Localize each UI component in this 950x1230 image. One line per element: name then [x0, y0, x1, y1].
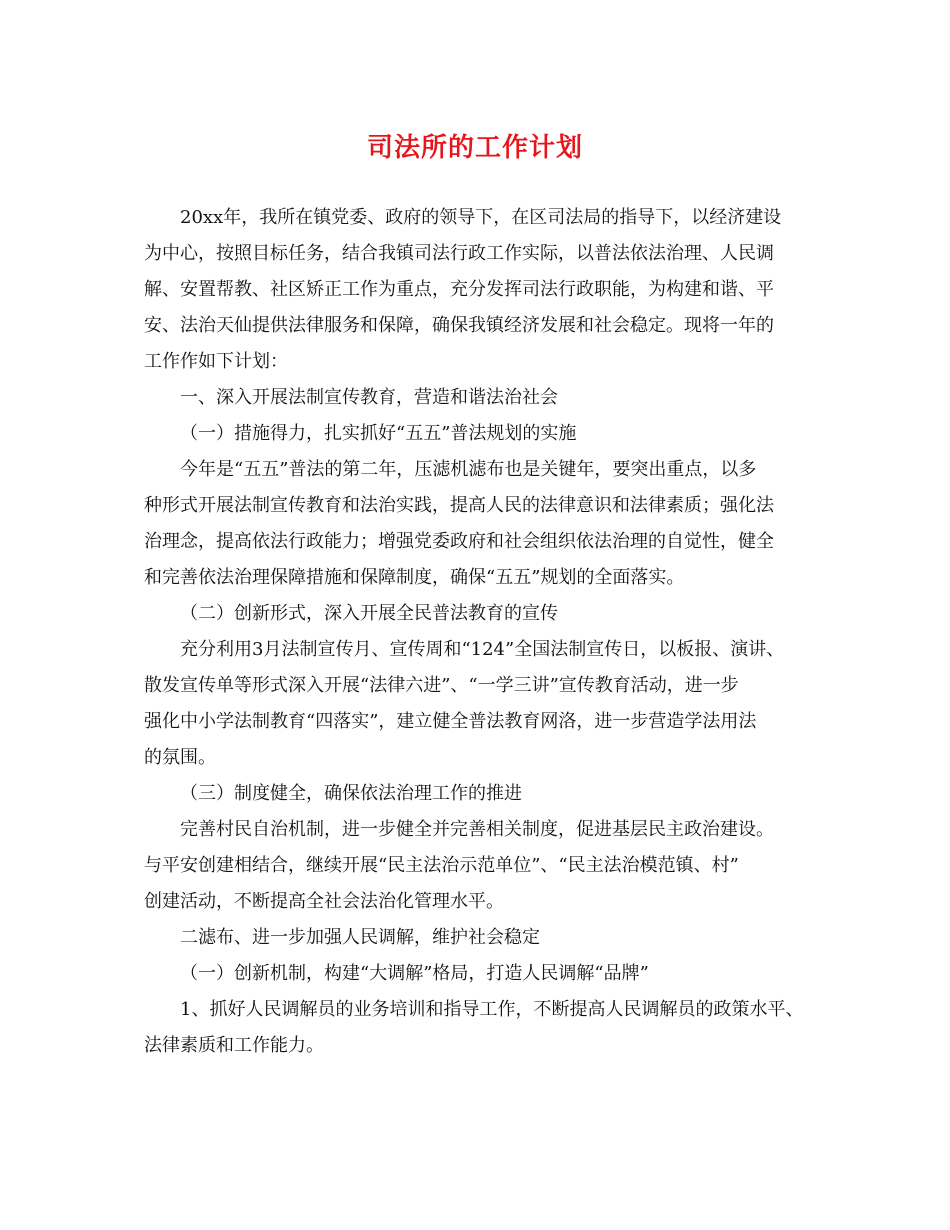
text-line: 创建活动，不断提高全社会法治化管理水平。: [144, 891, 504, 912]
text-line: 种形式开展法制宣传教育和法治实践，提高人民的法律意识和法律素质；强化法: [144, 495, 774, 516]
text-line: 今年是“五五”普法的第二年，压滤机滤布也是关键年，要突出重点，以多: [180, 459, 757, 480]
text-line: 二滤布、进一步加强人民调解，维护社会稳定: [180, 927, 540, 948]
text-line: 为中心，按照目标任务，结合我镇司法行政工作实际，以普法依法治理、人民调: [144, 243, 774, 264]
page-title: 司法所的工作计划: [366, 133, 583, 163]
text-line: 1、抓好人民调解员的业务培训和指导工作，不断提高人民调解员的政策水平、: [180, 999, 804, 1020]
text-line: 散发宣传单等形式深入开展“法律六进”、“一学三讲”宣传教育活动，进一步: [144, 675, 739, 696]
text-line: 一、深入开展法制宣传教育，营造和谐法治社会: [180, 387, 558, 408]
text-line: 治理念，提高依法行政能力；增强党委政府和社会组织依法治理的自觉性，健全: [144, 531, 774, 552]
text-line: 20xx年，我所在镇党委、政府的领导下，在区司法局的指导下，以经济建设: [180, 207, 782, 228]
text-line: 安、法治天仙提供法律服务和保障，确保我镇经济发展和社会稳定。现将一年的: [144, 315, 774, 336]
text-line: 完善村民自治机制，进一步健全并完善相关制度，促进基层民主政治建设。: [180, 819, 774, 840]
text-line: （三）制度健全，确保依法治理工作的推进: [180, 783, 522, 804]
text-line: （一）措施得力，扎实抓好“五五”普法规划的实施: [180, 423, 577, 444]
text-line: 的氛围。: [144, 747, 216, 768]
text-line: （二）创新形式，深入开展全民普法教育的宣传: [180, 603, 558, 624]
text-line: 解、安置帮教、社区矫正工作为重点，充分发挥司法行政职能，为构建和谐、平: [144, 279, 774, 300]
document-body: [144, 200, 824, 1064]
text-line: 工作作如下计划：: [144, 351, 288, 372]
text-line: （一）创新机制，构建“大调解”格局，打造人民调解“品牌”: [180, 963, 649, 984]
text-line: 充分利用3月法制宣传月、宣传周和“124”全国法制宣传日，以板报、演讲、: [180, 639, 785, 660]
text-line: 和完善依法治理保障措施和保障制度，确保“五五”规划的全面落实。: [144, 567, 685, 588]
text-line: 强化中小学法制教育“四落实”，建立健全普法教育网洛，进一步营造学法用法: [144, 711, 757, 732]
text-line: 法律素质和工作能力。: [144, 1035, 324, 1056]
text-line: 与平安创建相结合，继续开展“民主法治示范单位”、“民主法治模范镇、村”: [144, 855, 739, 876]
